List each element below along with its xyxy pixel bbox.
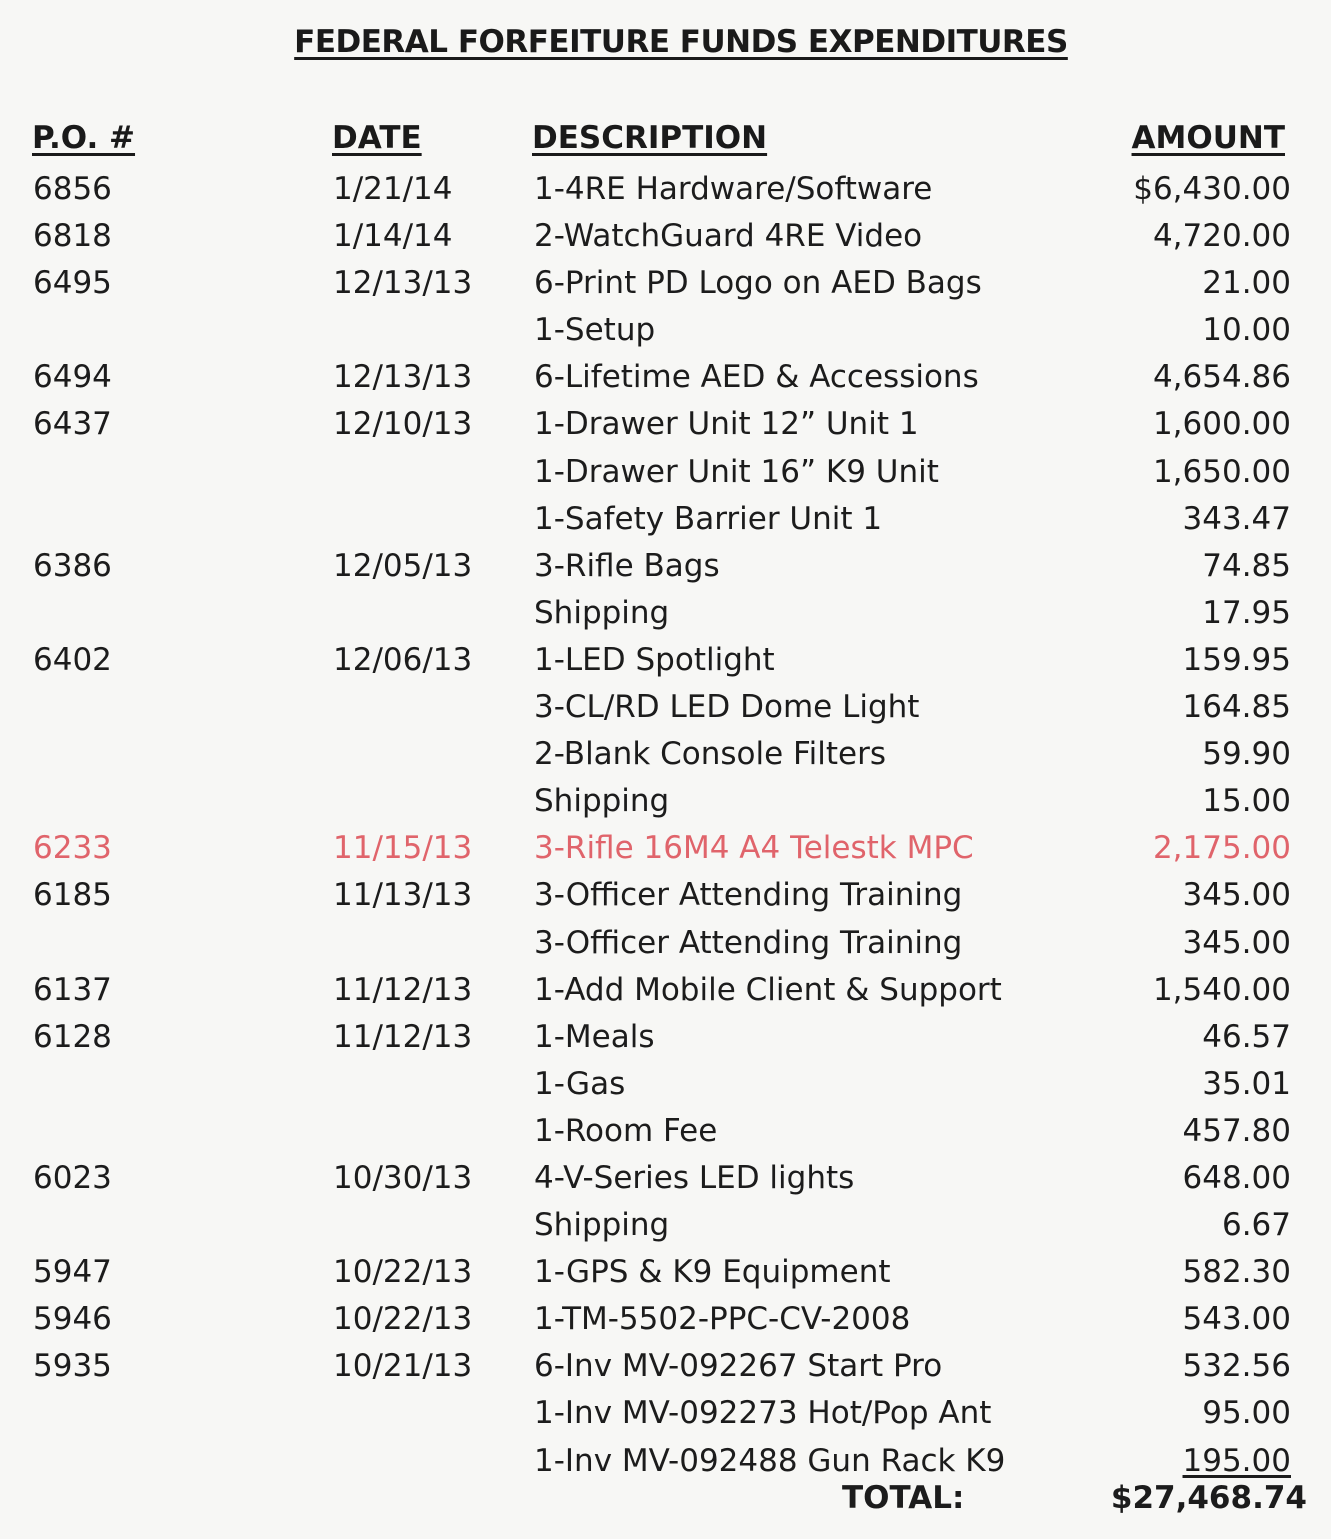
date-cell: 10/21/13 (333, 1348, 473, 1385)
amount-cell: 59.90 (1202, 736, 1291, 773)
date-cell: 12/05/13 (333, 547, 473, 584)
description-cell: 6-Print PD Logo on AED Bags (534, 265, 982, 302)
amount-cell: 10.00 (1202, 312, 1291, 349)
po-cell: 6137 (33, 971, 112, 1008)
date-cell: 12/10/13 (333, 406, 473, 443)
amount-cell: 95.00 (1202, 1395, 1291, 1432)
date-cell: 10/22/13 (333, 1301, 473, 1338)
amount-cell: 582.30 (1182, 1254, 1291, 1291)
amount-cell: 457.80 (1182, 1112, 1291, 1149)
description-cell: 3-Rifle 16M4 A4 Telestk MPC (534, 830, 974, 867)
date-cell: 11/15/13 (333, 830, 473, 867)
date-cell: 11/12/13 (333, 1018, 473, 1055)
po-cell: 5947 (33, 1254, 112, 1291)
date-cell: 1/21/14 (333, 171, 453, 207)
description-cell: 3-CL/RD LED Dome Light (534, 689, 920, 726)
po-cell: 6386 (33, 547, 112, 584)
amount-cell: 4,654.86 (1152, 359, 1291, 396)
column-header-po: P.O. # (32, 120, 136, 156)
table-row (0, 1061, 1331, 1108)
total-label: TOTAL: (842, 1480, 965, 1516)
table-row (0, 1249, 1331, 1296)
amount-cell: 159.95 (1182, 641, 1291, 678)
table-row (0, 731, 1331, 778)
amount-cell: 35.01 (1202, 1065, 1291, 1102)
amount-cell: 74.85 (1202, 547, 1291, 584)
date-cell: 12/06/13 (333, 641, 473, 678)
description-cell: 1-Room Fee (534, 1112, 718, 1149)
po-cell: 6128 (33, 1018, 112, 1055)
date-cell: 12/13/13 (333, 265, 473, 302)
table-row (0, 1390, 1331, 1437)
amount-cell: 15.00 (1202, 783, 1291, 820)
table-row (0, 684, 1331, 731)
amount-cell: 543.00 (1182, 1301, 1291, 1338)
table-row (0, 1296, 1331, 1343)
table-row (0, 778, 1331, 825)
table-row (0, 449, 1331, 496)
amount-cell: 4,720.00 (1152, 218, 1291, 255)
document-title: FEDERAL FORFEITURE FUNDS EXPENDITURES (294, 24, 1068, 60)
date-cell: 12/13/13 (333, 359, 473, 396)
table-row (0, 260, 1331, 307)
amount-cell: 345.00 (1182, 924, 1291, 961)
date-cell: 11/13/13 (333, 877, 473, 914)
table-row (0, 1155, 1331, 1202)
description-cell: 1-LED Spotlight (534, 641, 775, 678)
amount-cell: 195.00 (1182, 1442, 1291, 1479)
column-header-description: DESCRIPTION (532, 120, 768, 156)
table-row (0, 496, 1331, 543)
po-cell: 6023 (33, 1159, 112, 1196)
description-cell: 1-TM-5502-PPC-CV-2008 (534, 1301, 911, 1338)
amount-cell: 6.67 (1221, 1207, 1291, 1244)
description-cell: 2-Blank Console Filters (534, 736, 886, 773)
description-cell: 1-Add Mobile Client & Support (534, 971, 1002, 1008)
column-header-amount: AMOUNT (1131, 120, 1285, 156)
description-cell: 1-Gas (534, 1065, 626, 1102)
table-row (0, 1014, 1331, 1061)
table-row (0, 307, 1331, 354)
description-cell: 3-Officer Attending Training (534, 877, 963, 914)
table-row (0, 213, 1331, 260)
description-cell: 6-Lifetime AED & Accessions (534, 359, 979, 396)
amount-cell: 1,600.00 (1152, 406, 1291, 443)
amount-cell: 17.95 (1202, 594, 1291, 631)
table-row (0, 825, 1331, 872)
date-cell: 11/12/13 (333, 971, 473, 1008)
total-value: $27,468.74 (1110, 1480, 1307, 1516)
table-row (0, 637, 1331, 684)
po-cell: 6856 (33, 171, 112, 207)
description-cell: 2-WatchGuard 4RE Video (534, 218, 923, 255)
amount-cell: 2,175.00 (1152, 830, 1291, 867)
description-cell: 1-Inv MV-092488 Gun Rack K9 (534, 1442, 1006, 1479)
description-cell: 1-Drawer Unit 12” Unit 1 (534, 406, 919, 443)
description-cell: 1-Meals (534, 1018, 655, 1055)
amount-cell: 532.56 (1182, 1348, 1291, 1385)
table-row (0, 920, 1331, 967)
total-row (0, 1476, 1331, 1520)
description-cell: 4-V-Series LED lights (534, 1159, 855, 1196)
amount-cell: 345.00 (1182, 877, 1291, 914)
po-cell: 5935 (33, 1348, 112, 1385)
amount-cell: 164.85 (1182, 689, 1291, 726)
description-cell: 1-Safety Barrier Unit 1 (534, 500, 883, 537)
date-cell: 1/14/14 (333, 218, 453, 255)
description-cell: 1-4RE Hardware/Software (534, 171, 933, 207)
description-cell: Shipping (534, 783, 670, 820)
description-cell: 3-Officer Attending Training (534, 924, 963, 961)
amount-cell: 343.47 (1182, 500, 1291, 537)
amount-cell: $6,430.00 (1133, 171, 1291, 207)
table-row (0, 543, 1331, 590)
date-cell: 10/22/13 (333, 1254, 473, 1291)
amount-cell: 1,650.00 (1152, 453, 1291, 490)
description-cell: 3-Rifle Bags (534, 547, 720, 584)
table-row (0, 354, 1331, 401)
table-row (0, 967, 1331, 1014)
po-cell: 6494 (33, 359, 112, 396)
amount-cell: 21.00 (1202, 265, 1291, 302)
description-cell: 1-Drawer Unit 16” K9 Unit (534, 453, 939, 490)
table-row (0, 1343, 1331, 1390)
table-row (0, 590, 1331, 637)
description-cell: 1-Inv MV-092273 Hot/Pop Ant (534, 1395, 992, 1432)
table-row (0, 1108, 1331, 1155)
amount-cell: 46.57 (1202, 1018, 1291, 1055)
description-cell: 1-Setup (534, 312, 656, 349)
po-cell: 6437 (33, 406, 112, 443)
po-cell: 6495 (33, 265, 112, 302)
table-row (0, 401, 1331, 448)
description-cell: 6-Inv MV-092267 Start Pro (534, 1348, 943, 1385)
table-row (0, 166, 1331, 213)
column-header-date: DATE (332, 120, 422, 156)
description-cell: Shipping (534, 1207, 670, 1244)
description-cell: Shipping (534, 594, 670, 631)
po-cell: 6233 (33, 830, 112, 867)
date-cell: 10/30/13 (333, 1159, 473, 1196)
po-cell: 6818 (33, 218, 112, 255)
po-cell: 6402 (33, 641, 112, 678)
po-cell: 5946 (33, 1301, 112, 1338)
po-cell: 6185 (33, 877, 112, 914)
expenditure-table (0, 166, 1331, 1485)
table-row (0, 1202, 1331, 1249)
amount-cell: 648.00 (1182, 1159, 1291, 1196)
description-cell: 1-GPS & K9 Equipment (534, 1254, 891, 1291)
table-row (0, 872, 1331, 919)
amount-cell: 1,540.00 (1152, 971, 1291, 1008)
